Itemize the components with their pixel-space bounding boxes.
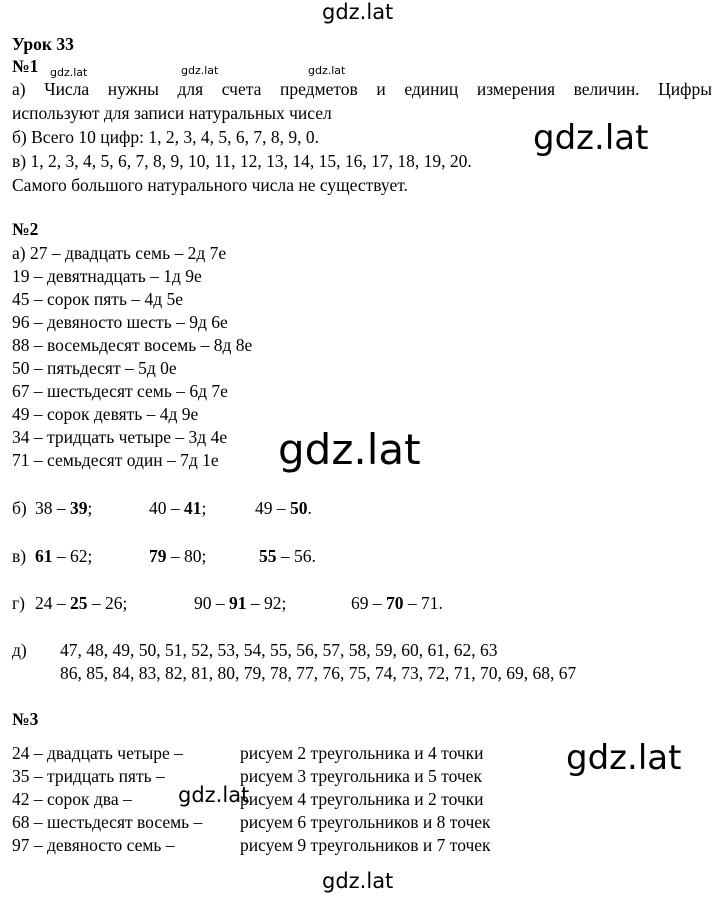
task2-label: №2 [12, 219, 39, 239]
task3-row-right: рисуем 6 треугольников и 8 точек [240, 812, 491, 832]
task2-d-line2: 86, 85, 84, 83, 82, 81, 80, 79, 78, 77, 76, 75, 74, 73, 72, 71, 70, 69, 68, 67 [60, 663, 577, 683]
task3-row-left: 68 – шестьдесят восемь – [12, 812, 203, 832]
task2-v-item: 61 – 62; [35, 546, 93, 566]
task2-b-prefix: б) [12, 498, 27, 518]
task2-b-item: 40 – 41; [149, 498, 207, 518]
task2-v-item: 79 – 80; [149, 546, 207, 566]
task3-row-right: рисуем 4 треугольника и 2 точки [240, 789, 484, 809]
watermark-large-2: gdz.lat [566, 738, 682, 778]
task2-a-line: 34 – тридцать четыре – 3д 4е [12, 427, 228, 447]
task2-d-prefix: д) [12, 640, 27, 660]
watermark-small-3: gdz.lat [308, 64, 346, 77]
task2-b-item: 38 – 39; [35, 498, 93, 518]
task3-row-left: 97 – девяносто семь – [12, 835, 175, 855]
task3-row-left: 42 – сорок два – [12, 789, 132, 809]
task2-g-item: 24 – 25 – 26; [35, 593, 128, 613]
task2-a-line: 19 – девятнадцать – 1д 9е [12, 266, 202, 286]
watermark-small-1: gdz.lat [50, 66, 88, 79]
task2-a-line: 88 – восемьдесят восемь – 8д 8е [12, 335, 253, 355]
task1-v: в) 1, 2, 3, 4, 5, 6, 7, 8, 9, 10, 11, 12, 13, 14, 15, 16, 17, 18, 19, 20. [12, 151, 472, 171]
task2-a-line: 71 – семьдесят один – 7д 1е [12, 450, 219, 470]
task3-row-right: рисуем 9 треугольников и 7 точек [240, 835, 491, 855]
task2-a-line: 50 – пятьдесят – 5д 0е [12, 358, 177, 378]
task2-g-item: 90 – 91 – 92; [194, 593, 287, 613]
watermark-inline: gdz.lat [178, 783, 250, 807]
task2-a-line: а) 27 – двадцать семь – 2д 7е [12, 243, 227, 263]
watermark-bottom: gdz.lat [322, 869, 394, 893]
task2-a-line: 49 – сорок девять – 4д 9е [12, 404, 199, 424]
task2-g-prefix: г) [12, 593, 26, 613]
task1-a-line1: а) Числа нужны для счета предметов и единиц измерения величин. Цифры [12, 79, 712, 99]
lesson-title: Урок 33 [12, 34, 74, 54]
watermark-top: gdz.lat [322, 0, 394, 24]
task2-v-item: 55 – 56. [259, 546, 316, 566]
task2-a-line: 67 – шестьдесят семь – 6д 7е [12, 381, 228, 401]
task1-b: б) Всего 10 цифр: 1, 2, 3, 4, 5, 6, 7, 8, 9, 0. [12, 127, 319, 147]
task2-b-item: 49 – 50. [255, 498, 312, 518]
watermark-small-2: gdz.lat [181, 64, 219, 77]
task3-row-left: 35 – тридцать пять – [12, 766, 165, 786]
task3-row-left: 24 – двадцать четыре – [12, 743, 183, 763]
task2-d-line1: 47, 48, 49, 50, 51, 52, 53, 54, 55, 56, 57, 58, 59, 60, 61, 62, 63 [60, 640, 498, 660]
watermark-large-center: gdz.lat [278, 425, 421, 474]
task1-a-line2: используют для записи натуральных чисел [12, 103, 332, 123]
task2-a-line: 96 – девяносто шесть – 9д 6е [12, 312, 228, 332]
task1-label: №1 [12, 56, 39, 76]
watermark-large-1: gdz.lat [533, 118, 649, 158]
task2-a-line: 45 – сорок пять – 4д 5е [12, 289, 183, 309]
task2-v-prefix: в) [12, 546, 27, 566]
task1-conclusion: Самого большого натурального числа не существует. [12, 175, 408, 195]
task3-row-right: рисуем 3 треугольника и 5 точек [240, 766, 482, 786]
task3-label: №3 [12, 709, 39, 729]
task3-row-right: рисуем 2 треугольника и 4 точки [240, 743, 484, 763]
task2-g-item: 69 – 70 – 71. [351, 593, 443, 613]
